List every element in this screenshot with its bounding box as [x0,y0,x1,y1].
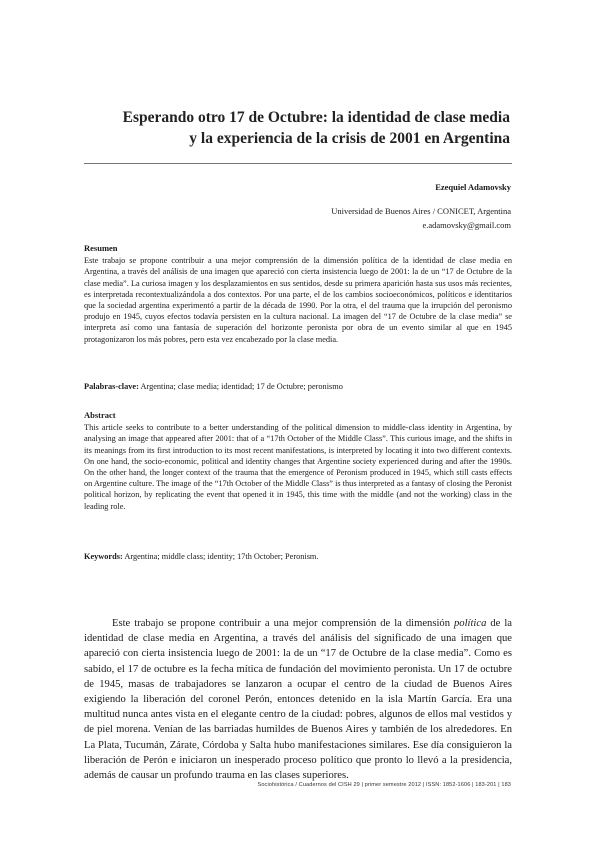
resumen-text: Este trabajo se propone contribuir a una mejor comprensión de la dimensión política de la identidad de clase media en Argentina, a través del análisis de una imagen que apareció con cierta insistencia luego de 2001: la de un “17 de Octubre de la clase media”. La curiosa imagen y los desplazamientos en sus sentidos, desde su primera aparición hasta sus usos más recientes, es interpretada recontextualizándola a dos contextos. Por una parte, el de los cambios socioeconómicos, políticos e identitarios que la sociedad argentina experimentó a partir de la década de 1990. Por la otra, el del trauma que la irrupción del peronismo produjo en 1945, cuyos efectos todavía persisten en la cultura nacional. La imagen del “17 de Octubre de la clase media” se interpreta así como una fantasía de superación del horizonte peronista por obra de un evento similar al que en 1945 protagonizaron los más pobres, pero esta vez encabezado por la clase media. [84,256,512,344]
article-title [90,107,510,149]
title-divider [84,163,512,164]
body-paragraph [84,616,512,783]
body-text-part-1: Este trabajo se propone contribuir a una mejor comprensión de la dimensión [112,618,454,629]
keywords-label: Keywords: [84,552,123,561]
keywords [84,551,512,562]
keywords-text: Argentina; middle class; identity; 17th October; Peronism. [124,552,319,561]
palabras-clave-text: Argentina; clase media; identidad; 17 de Octubre; peronismo [140,382,343,391]
abstract-text: This article seeks to contribute to a better understanding of the political dimension to middle-class identity in Argentina, by analysing an image that appeared after 2001: that of a “17th October of the Middle Class”. This curious image, and the shifts in its meanings from its first introduction to its most recent manifestations, is interpreted by locating it into two different contexts. On one hand, the socio-economic, political and identity changes that Argentine society experienced during and after the 1990s. On the other hand, the longer context of the trauma that the emergence of Peronism produced in 1945, which still casts effects on Argentine culture. The image of the “17th October of the Middle Class” is thus interpreted as a fantasy of closing the Peronist political horizon, by replicating the event that opened it in 1945, this time with the middle (and not the working) class in the leading role. [84,423,512,511]
title-line-1: Esperando otro 17 de Octubre: la identidad de clase media [122,109,510,126]
author-affiliation: Universidad de Buenos Aires / CONICET, Argentina [331,206,511,216]
palabras-clave-label: Palabras-clave: [84,382,139,391]
palabras-clave [84,381,512,392]
resumen-heading: Resumen [84,243,118,253]
page-footer: Sociohistórica / Cuadernos del CISH 29 | primer semestre 2012 | ISSN: 1852-1606 | 183-201 | 183 [257,782,511,788]
author-name: Ezequiel Adamovsky [435,182,511,192]
author-email[interactable]: e.adamovsky@gmail.com [422,220,511,230]
body-text-italic: política [454,618,487,629]
body-text-part-2: de la identidad de clase media en Argentina, a través del análisis del significado de una imagen que apareció con cierta insistencia luego de 2001: la de un “17 de Octubre de la clase media”. Como es sabido, el 17 de octubre es la fecha mítica de fundación del movimiento peronista. Un 17 de octubre de 1945, masas de trabajadores se lanzaron a ocupar el centro de la ciudad de Buenos Aires exigiendo la liberación del coronel Perón, entonces detenido en la isla Martín García. Era una multitud nunca antes vista en el elegante centro de la ciudad: pobres, algunos de ellos mal vestidos y de piel morena. Venían de las barriadas humildes de Buenos Aires y también de los alrededores. En La Plata, Tucumán, Zárate, Córdoba y Salta hubo manifestaciones similares. Ese día consiguieron la liberación de Perón e iniciaron un inesperado proceso político que pronto lo llevó a la presidencia, además de causar un profundo trauma en las clases superiores. [84,618,512,782]
resumen-section [84,243,512,345]
title-line-2: y la experiencia de la crisis de 2001 en Argentina [189,130,510,147]
abstract-heading: Abstract [84,410,116,420]
abstract-section [84,410,512,512]
